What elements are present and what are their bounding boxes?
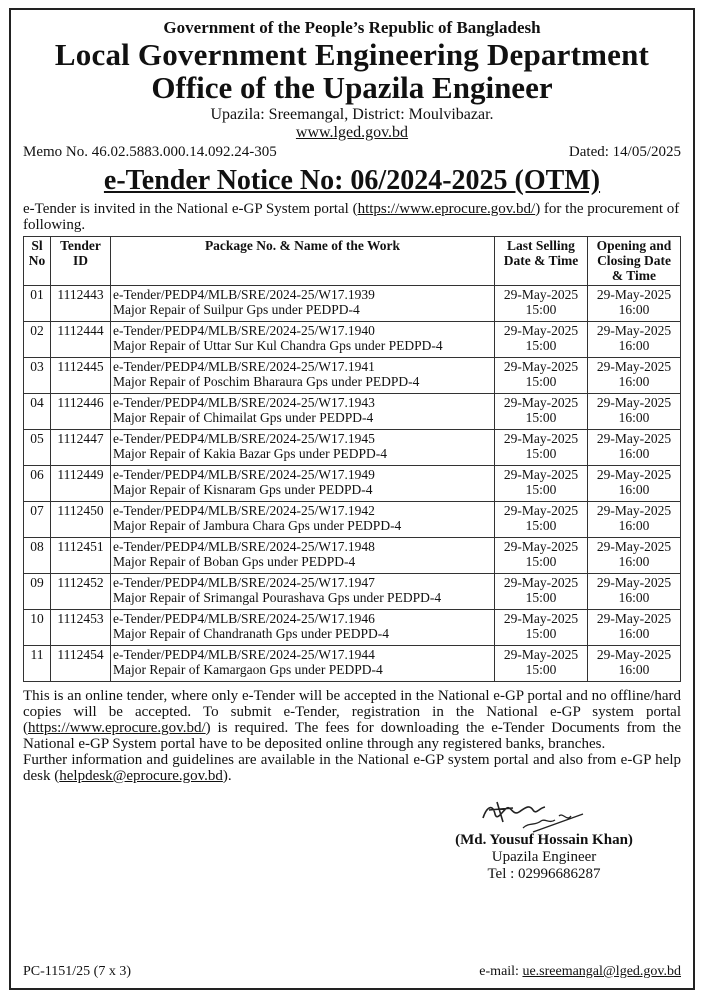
row-work-name: Major Repair of Suilpur Gps under PEDPD-4 <box>113 302 360 317</box>
row-sell-date: 29-May-2025 <box>503 647 579 662</box>
row-open-date: 29-May-2025 <box>596 467 672 482</box>
header-package: Package No. & Name of the Work <box>111 237 495 286</box>
row-package-cell <box>111 322 495 358</box>
row-package-cell <box>111 610 495 646</box>
row-last-selling <box>495 538 588 574</box>
row-tender-id: 1112451 <box>51 538 111 574</box>
row-work-name: Major Repair of Srimangal Pourashava Gps under PEDPD-4 <box>113 590 442 605</box>
row-sell-time: 15:00 <box>525 338 557 353</box>
row-work-name: Major Repair of Chandranath Gps under PEDPD-4 <box>113 626 389 641</box>
row-open-date: 29-May-2025 <box>596 611 672 626</box>
intro-text: e-Tender is invited in the National e-GP System portal (https://www.eprocure.gov.bd/) for the procurement of following. <box>23 201 680 233</box>
row-open-date: 29-May-2025 <box>596 539 672 554</box>
row-sl: 04 <box>24 394 51 430</box>
row-opening-closing <box>588 430 681 466</box>
row-sell-time: 15:00 <box>525 518 557 533</box>
row-work-name: Major Repair of Jambura Chara Gps under PEDPD-4 <box>113 518 402 533</box>
row-last-selling <box>495 610 588 646</box>
memo-number: Memo No. 46.02.5883.000.14.092.24-305 <box>23 144 277 160</box>
row-open-time: 16:00 <box>618 302 650 317</box>
row-package-cell <box>111 502 495 538</box>
row-sell-time: 15:00 <box>525 302 557 317</box>
website-link[interactable]: www.lged.gov.bd <box>295 124 409 141</box>
signature-block <box>23 784 681 944</box>
row-package-no: e-Tender/PEDP4/MLB/SRE/2024-25/W17.1943 <box>113 395 375 410</box>
row-sell-time: 15:00 <box>525 446 557 461</box>
row-sell-date: 29-May-2025 <box>503 611 579 626</box>
row-package-cell <box>111 358 495 394</box>
row-package-no: e-Tender/PEDP4/MLB/SRE/2024-25/W17.1939 <box>113 287 375 302</box>
row-sell-time: 15:00 <box>525 482 557 497</box>
row-tender-id: 1112449 <box>51 466 111 502</box>
row-package-cell <box>111 430 495 466</box>
eprocure-link-2[interactable]: https://www.eprocure.gov.bd/ <box>28 720 206 736</box>
government-heading: Government of the People’s Republic of Bangladesh <box>163 18 541 37</box>
row-open-date: 29-May-2025 <box>596 323 672 338</box>
row-package-no: e-Tender/PEDP4/MLB/SRE/2024-25/W17.1944 <box>113 647 375 662</box>
row-sell-date: 29-May-2025 <box>503 503 579 518</box>
row-package-cell <box>111 574 495 610</box>
row-package-no: e-Tender/PEDP4/MLB/SRE/2024-25/W17.1949 <box>113 467 375 482</box>
row-open-time: 16:00 <box>618 626 650 641</box>
signer-name: (Md. Yousuf Hossain Khan) <box>455 832 633 848</box>
row-package-cell <box>111 538 495 574</box>
row-opening-closing <box>588 394 681 430</box>
row-open-date: 29-May-2025 <box>596 287 672 302</box>
table-row <box>24 394 681 430</box>
row-open-time: 16:00 <box>618 590 650 605</box>
row-package-no: e-Tender/PEDP4/MLB/SRE/2024-25/W17.1942 <box>113 503 375 518</box>
row-sell-date: 29-May-2025 <box>503 287 579 302</box>
row-sell-date: 29-May-2025 <box>503 575 579 590</box>
row-sell-date: 29-May-2025 <box>503 539 579 554</box>
row-sl: 08 <box>24 538 51 574</box>
header-opening-closing: Opening and Closing Date & Time <box>588 237 681 286</box>
row-sl: 11 <box>24 646 51 682</box>
row-package-no: e-Tender/PEDP4/MLB/SRE/2024-25/W17.1946 <box>113 611 375 626</box>
table-row <box>24 286 681 322</box>
row-sl: 03 <box>24 358 51 394</box>
signer-email-link[interactable]: ue.sreemangal@lged.gov.bd <box>522 964 681 979</box>
office-address: Upazila: Sreemangal, District: Moulvibazar. <box>210 106 494 123</box>
online-tender-paragraph: This is an online tender, where only e-Tender will be accepted in the National e-GP portal and no offline/hard copies will be accepted. To submit e-Tender, registration in the National e-GP system portal (https://www.eprocure.gov.bd/) is required. The fees for downloading the e-Tender Documents from the National e-GP System portal have to be deposited online through any registered banks, branches. Further information and guidelines are available in the National e-GP system portal and also from e-GP help desk (helpdesk@eprocure.gov.bd). <box>23 688 681 784</box>
row-package-cell <box>111 466 495 502</box>
department-heading: Local Government Engineering Department <box>54 37 650 72</box>
memo-date: Dated: 14/05/2025 <box>568 144 681 160</box>
row-open-time: 16:00 <box>618 482 650 497</box>
table-row <box>24 610 681 646</box>
row-sell-time: 15:00 <box>525 374 557 389</box>
row-work-name: Major Repair of Poschim Bharaura Gps under PEDPD-4 <box>113 374 420 389</box>
row-open-date: 29-May-2025 <box>596 431 672 446</box>
row-open-date: 29-May-2025 <box>596 503 672 518</box>
row-opening-closing <box>588 466 681 502</box>
row-sl: 05 <box>24 430 51 466</box>
row-work-name: Major Repair of Kakia Bazar Gps under PEDPD-4 <box>113 446 388 461</box>
row-sell-date: 29-May-2025 <box>503 431 579 446</box>
row-last-selling <box>495 430 588 466</box>
table-row <box>24 430 681 466</box>
row-package-no: e-Tender/PEDP4/MLB/SRE/2024-25/W17.1940 <box>113 323 375 338</box>
row-opening-closing <box>588 358 681 394</box>
row-tender-id: 1112453 <box>51 610 111 646</box>
table-row <box>24 538 681 574</box>
row-sl: 07 <box>24 502 51 538</box>
row-last-selling <box>495 574 588 610</box>
header-last-selling: Last Selling Date & Time <box>495 237 588 286</box>
header-tender-id: Tender ID <box>51 237 111 286</box>
row-tender-id: 1112443 <box>51 286 111 322</box>
row-sl: 02 <box>24 322 51 358</box>
row-sell-time: 15:00 <box>525 662 557 677</box>
table-header-row <box>24 237 681 286</box>
row-last-selling <box>495 466 588 502</box>
row-tender-id: 1112446 <box>51 394 111 430</box>
memo-line <box>23 143 681 161</box>
row-sl: 06 <box>24 466 51 502</box>
row-sell-date: 29-May-2025 <box>503 395 579 410</box>
row-sell-time: 15:00 <box>525 626 557 641</box>
row-open-date: 29-May-2025 <box>596 395 672 410</box>
row-last-selling <box>495 502 588 538</box>
row-work-name: Major Repair of Kisnaram Gps under PEDPD-4 <box>113 482 373 497</box>
row-sell-time: 15:00 <box>525 590 557 605</box>
row-work-name: Major Repair of Uttar Sur Kul Chandra Gps under PEDPD-4 <box>113 338 443 353</box>
footer <box>23 963 681 980</box>
row-open-date: 29-May-2025 <box>596 647 672 662</box>
print-code: PC-1151/25 (7 x 3) <box>23 964 131 979</box>
eprocure-link[interactable]: https://www.eprocure.gov.bd/ <box>357 201 536 217</box>
row-opening-closing <box>588 538 681 574</box>
row-open-date: 29-May-2025 <box>596 575 672 590</box>
row-opening-closing <box>588 646 681 682</box>
table-row <box>24 502 681 538</box>
row-opening-closing <box>588 574 681 610</box>
row-last-selling <box>495 646 588 682</box>
table-row <box>24 466 681 502</box>
row-open-time: 16:00 <box>618 554 650 569</box>
row-open-time: 16:00 <box>618 518 650 533</box>
row-last-selling <box>495 394 588 430</box>
row-opening-closing <box>588 610 681 646</box>
row-sl: 10 <box>24 610 51 646</box>
row-open-date: 29-May-2025 <box>596 359 672 374</box>
row-package-no: e-Tender/PEDP4/MLB/SRE/2024-25/W17.1947 <box>113 575 375 590</box>
table-row <box>24 574 681 610</box>
header-sl: Sl No <box>24 237 51 286</box>
row-open-time: 16:00 <box>618 446 650 461</box>
signer-tel: Tel : 02996686287 <box>487 866 601 882</box>
row-open-time: 16:00 <box>618 338 650 353</box>
signer-designation: Upazila Engineer <box>491 849 597 865</box>
row-open-time: 16:00 <box>618 374 650 389</box>
helpdesk-email-link[interactable]: helpdesk@eprocure.gov.bd <box>59 768 223 784</box>
row-tender-id: 1112444 <box>51 322 111 358</box>
row-last-selling <box>495 358 588 394</box>
row-sell-date: 29-May-2025 <box>503 467 579 482</box>
row-tender-id: 1112452 <box>51 574 111 610</box>
row-package-no: e-Tender/PEDP4/MLB/SRE/2024-25/W17.1948 <box>113 539 375 554</box>
row-open-time: 16:00 <box>618 662 650 677</box>
tender-table <box>23 236 681 682</box>
row-sell-time: 15:00 <box>525 410 557 425</box>
row-tender-id: 1112454 <box>51 646 111 682</box>
signer-details <box>403 832 685 883</box>
table-row <box>24 646 681 682</box>
tender-notice-page <box>9 8 695 990</box>
notice-title: e-Tender Notice No: 06/2024-2025 (OTM) <box>103 165 601 196</box>
row-sell-time: 15:00 <box>525 554 557 569</box>
handwritten-signature-icon <box>473 788 593 838</box>
row-last-selling <box>495 286 588 322</box>
row-opening-closing <box>588 502 681 538</box>
row-tender-id: 1112447 <box>51 430 111 466</box>
table-row <box>24 322 681 358</box>
row-tender-id: 1112450 <box>51 502 111 538</box>
signer-email: e-mail: ue.sreemangal@lged.gov.bd <box>479 964 681 979</box>
row-sell-date: 29-May-2025 <box>503 323 579 338</box>
row-sl: 01 <box>24 286 51 322</box>
row-work-name: Major Repair of Kamargaon Gps under PEDPD-4 <box>113 662 383 677</box>
row-package-no: e-Tender/PEDP4/MLB/SRE/2024-25/W17.1945 <box>113 431 375 446</box>
row-tender-id: 1112445 <box>51 358 111 394</box>
table-row <box>24 358 681 394</box>
row-sell-date: 29-May-2025 <box>503 359 579 374</box>
row-open-time: 16:00 <box>618 410 650 425</box>
row-opening-closing <box>588 322 681 358</box>
row-package-cell <box>111 286 495 322</box>
row-package-cell <box>111 646 495 682</box>
office-heading: Office of the Upazila Engineer <box>151 70 553 105</box>
row-work-name: Major Repair of Chimailat Gps under PEDPD-4 <box>113 410 374 425</box>
row-package-no: e-Tender/PEDP4/MLB/SRE/2024-25/W17.1941 <box>113 359 375 374</box>
row-work-name: Major Repair of Boban Gps under PEDPD-4 <box>113 554 356 569</box>
row-package-cell <box>111 394 495 430</box>
row-opening-closing <box>588 286 681 322</box>
row-sl: 09 <box>24 574 51 610</box>
row-last-selling <box>495 322 588 358</box>
